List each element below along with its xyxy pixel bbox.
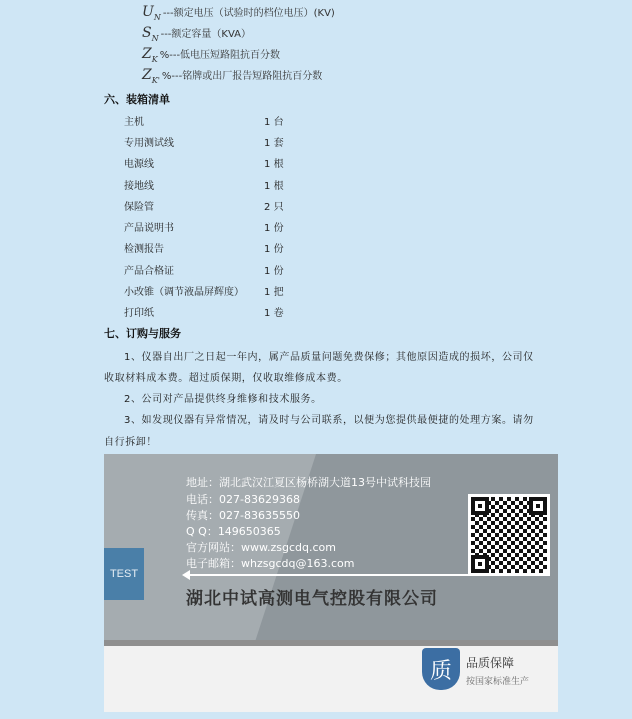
quality-badge-icon: 质 <box>422 648 460 690</box>
packing-item-name: 主机 <box>124 117 144 128</box>
test-label-box: TEST <box>104 548 144 600</box>
packing-item-qty: 2 只 <box>264 202 284 213</box>
packing-item-name: 产品说明书 <box>124 223 174 234</box>
packing-item-name: 产品合格证 <box>124 266 174 277</box>
symbol-zk: $Z_K$ %---低电压短路阻抗百分数 <box>142 46 281 64</box>
packing-item-name: 电源线 <box>124 159 154 170</box>
packing-item-qty: 1 把 <box>264 287 284 298</box>
symbol-sn: $S_N$ ---额定容量（KVA） <box>142 25 252 43</box>
service-paragraph-3-line-2: 自行拆卸！ <box>104 437 157 448</box>
card-fax: 传真：027-83635550 <box>186 509 300 522</box>
symbol-zk-prime-text: %---铭牌或出厂报告短路阻抗百分数 <box>161 71 323 82</box>
badge-subtitle: 按国家标准生产 <box>466 677 530 687</box>
symbol-un-text: ---额定电压（试验时的档位电压）(KV) <box>162 8 335 19</box>
packing-item-qty: 1 份 <box>264 223 284 234</box>
packing-item-qty: 1 卷 <box>264 308 284 319</box>
packing-item-qty: 1 份 <box>264 266 284 277</box>
company-name: 湖北中试高测电气控股有限公司 <box>186 589 438 609</box>
packing-item-name: 打印纸 <box>124 308 154 319</box>
qr-code-icon <box>468 494 550 576</box>
service-paragraph-1-line-2: 收取材料成本费。超过质保期，仅收取维修成本费。 <box>104 373 348 384</box>
packing-item-name: 专用测试线 <box>124 138 174 149</box>
symbol-sn-text: ---额定容量（KVA） <box>160 29 252 40</box>
qr-finder-icon <box>529 497 547 515</box>
card-fold-shadow <box>104 640 558 646</box>
packing-item-qty: 1 台 <box>264 117 284 128</box>
section7-title: 七、订购与服务 <box>104 327 181 340</box>
service-paragraph-2: 2、公司对产品提供终身维修和技术服务。 <box>124 394 322 405</box>
card-website: 官方网站：www.zsgcdq.com <box>186 541 336 554</box>
service-paragraph-3-line-1: 3、如发现仪器有异常情况，请及时与公司联系，以便为您提供最便捷的处理方案。请勿 <box>124 415 534 426</box>
qr-finder-icon <box>471 555 489 573</box>
section6-title: 六、装箱清单 <box>104 93 170 106</box>
business-card <box>104 454 558 712</box>
packing-item-qty: 1 根 <box>264 159 284 170</box>
qr-finder-icon <box>471 497 489 515</box>
symbol-zk-text: %---低电压短路阻抗百分数 <box>159 50 281 61</box>
packing-item-name: 接地线 <box>124 181 154 192</box>
card-email: 电子邮箱：whzsgcdq@163.com <box>186 557 355 570</box>
packing-item-qty: 1 份 <box>264 244 284 255</box>
packing-item-qty: 1 套 <box>264 138 284 149</box>
card-phone: 电话：027-83629368 <box>186 493 300 506</box>
card-address: 地址：湖北武汉江夏区杨桥湖大道13号中试科技园 <box>186 476 431 489</box>
symbol-zk-prime: $Z_{K'}$ %---铭牌或出厂报告短路阻抗百分数 <box>142 67 323 85</box>
card-qq: Q Q：149650365 <box>186 525 281 538</box>
packing-item-name: 保险管 <box>124 202 154 213</box>
packing-item-qty: 1 根 <box>264 181 284 192</box>
packing-item-name: 检测报告 <box>124 244 164 255</box>
symbol-un: $U_N$ ---额定电压（试验时的档位电压）(KV) <box>142 4 335 22</box>
service-paragraph-1-line-1: 1、仪器自出厂之日起一年内，属产品质量问题免费保修；其他原因造成的损坏，公司仅 <box>124 352 534 363</box>
badge-title: 品质保障 <box>466 656 515 670</box>
packing-item-name: 小改锥（调节液晶屏辉度） <box>124 287 244 298</box>
